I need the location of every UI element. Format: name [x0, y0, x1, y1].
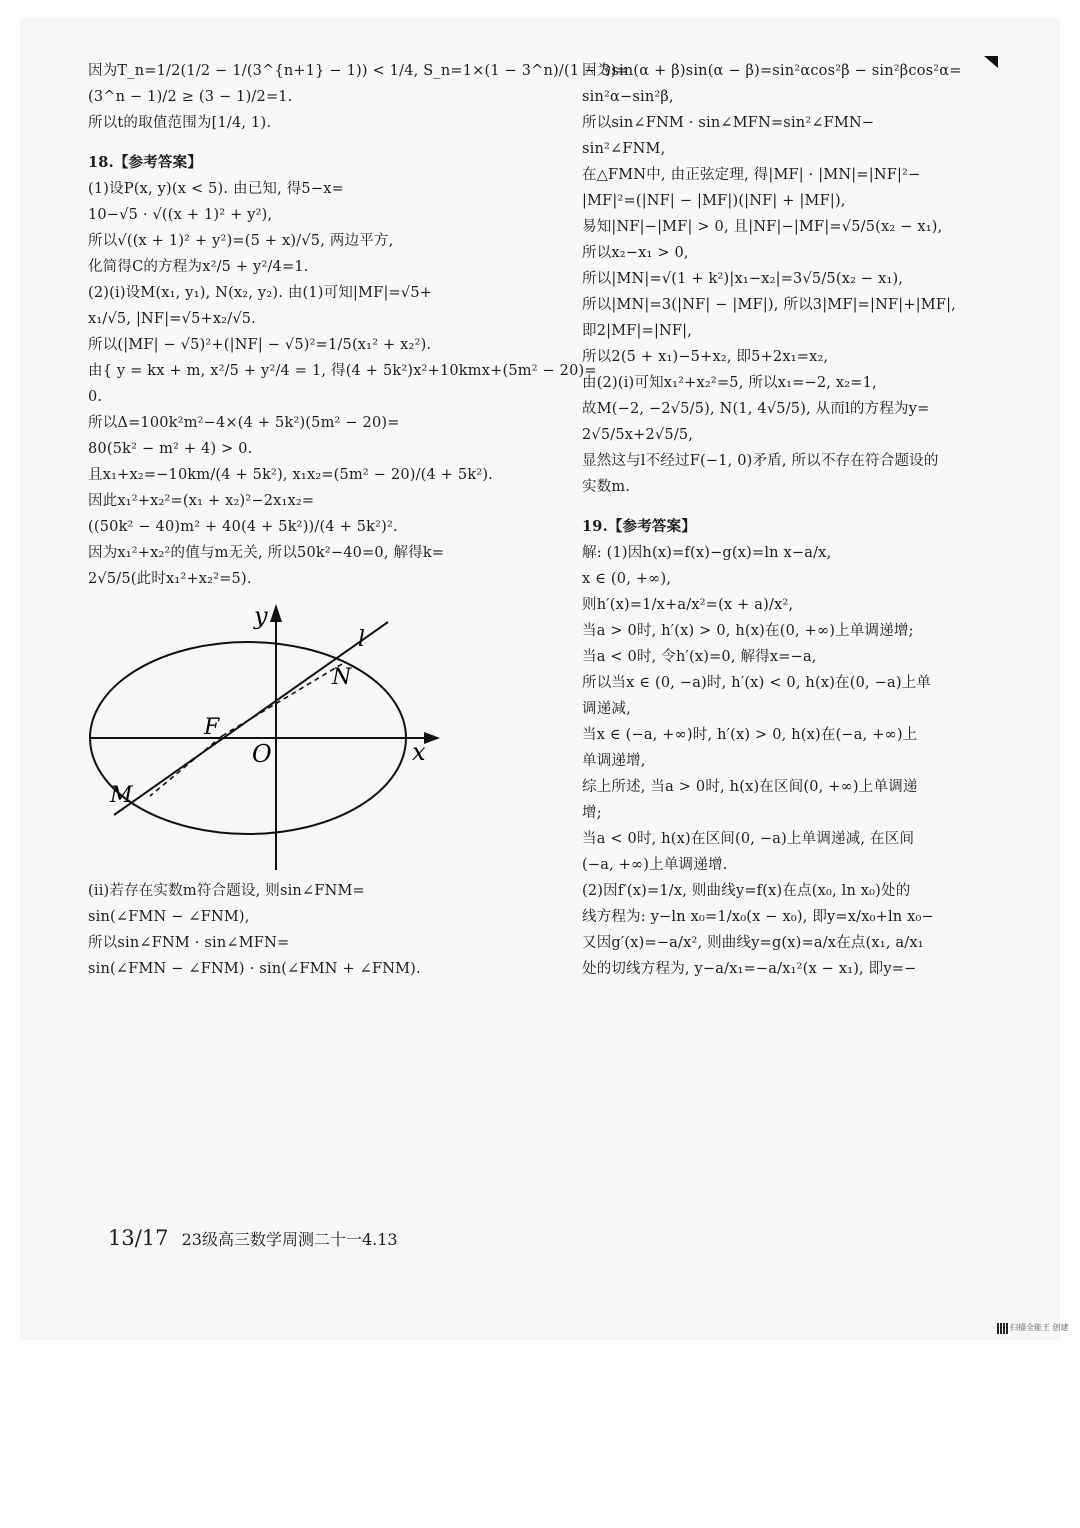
text-line: 当x ∈ (−a, +∞)时, h′(x) > 0, h(x)在(−a, +∞)上 — [582, 727, 918, 743]
text-line: sin(∠FMN − ∠FNM) · sin(∠FMN + ∠FNM). — [88, 961, 421, 977]
text-line: 当a < 0时, h(x)在区间(0, −a)上单调递减, 在区间 — [582, 831, 915, 847]
text-line: (3^n − 1)/2 ≥ (3 − 1)/2=1. — [88, 89, 293, 105]
text-line: x₁/√5, |NF|=√5+x₂/√5. — [88, 311, 256, 327]
q18-heading: 18.【参考答案】 — [88, 154, 203, 171]
segment-fm — [150, 736, 222, 796]
label-m: M — [110, 783, 133, 808]
text-line: 当a > 0时, h′(x) > 0, h(x)在(0, +∞)上单调递增; — [582, 623, 914, 639]
label-y: y — [254, 602, 268, 630]
text-line: 所以当x ∈ (0, −a)时, h′(x) < 0, h(x)在(0, −a)上单 — [582, 675, 932, 691]
text-line: 所以Δ=100k²m²−4×(4 + 5k²)(5m² − 20)= — [88, 415, 400, 431]
text-line: 由{ y = kx + m, x²/5 + y²/4 = 1, 得(4 + 5k²)x²+10kmx+(5m² − 20)= — [88, 363, 597, 379]
text-line: sin(∠FMN − ∠FNM), — [88, 909, 250, 925]
scanner-tag: 扫描全能王 创建 — [1010, 1323, 1069, 1332]
text-line: ((50k² − 40)m² + 40(4 + 5k²))/(4 + 5k²)². — [88, 519, 398, 535]
text-line: (1)设P(x, y)(x < 5). 由已知, 得5−x= — [88, 181, 344, 197]
text-line: 因为sin(α + β)sin(α − β)=sin²αcos²β − sin²βcos²α= — [582, 63, 962, 79]
text-line: 所以sin∠FNM · sin∠MFN=sin²∠FMN− — [582, 115, 875, 131]
text-line: 因为x₁²+x₂²的值与m无关, 所以50k²−40=0, 解得k= — [88, 545, 445, 561]
text-line: x ∈ (0, +∞), — [582, 571, 672, 587]
page-footer — [108, 1226, 398, 1250]
text-line: 所以t的取值范围为[1/4, 1). — [88, 115, 272, 131]
text-line: 所以√((x + 1)² + y²)=(5 + x)/√5, 两边平方, — [88, 233, 394, 249]
text-line: 由(2)(i)可知x₁²+x₂²=5, 所以x₁=−2, x₂=1, — [582, 375, 877, 391]
text-line: 因此x₁²+x₂²=(x₁ + x₂)²−2x₁x₂= — [88, 493, 315, 509]
segment-fn — [222, 664, 342, 736]
label-l: l — [358, 627, 366, 652]
text-line: 2√5/5x+2√5/5, — [582, 427, 694, 443]
text-line: 2√5/5(此时x₁²+x₂²=5). — [88, 571, 252, 587]
text-line: 线方程为: y−ln x₀=1/x₀(x − x₀), 即y=x/x₀+ln x₀− — [582, 909, 934, 925]
text-line: sin²α−sin²β, — [582, 89, 674, 105]
text-line: 综上所述, 当a > 0时, h(x)在区间(0, +∞)上单调递 — [582, 779, 918, 795]
ellipse-diagram — [88, 600, 448, 870]
text-line: 80(5k² − m² + 4) > 0. — [88, 441, 253, 457]
text-line: 所以|MN|=3(|NF| − |MF|), 所以3|MF|=|NF|+|MF|, — [582, 297, 956, 313]
text-line: 所以sin∠FNM · sin∠MFN= — [88, 935, 290, 951]
page-number: 13/17 — [108, 1226, 169, 1250]
text-line: 调递减, — [582, 701, 631, 717]
text-line: 增; — [582, 805, 602, 821]
ellipse-figure — [88, 600, 448, 870]
text-line: 显然这与l不经过F(−1, 0)矛盾, 所以不存在符合题设的 — [582, 453, 939, 469]
text-line: 所以x₂−x₁ > 0, — [582, 245, 689, 261]
text-line: 实数m. — [582, 479, 631, 495]
footer-title: 23级高三数学周测二十一4.13 — [181, 1230, 398, 1249]
label-n: N — [332, 665, 352, 690]
text-line: 单调递增, — [582, 753, 646, 769]
text-line: (2)(i)设M(x₁, y₁), N(x₂, y₂). 由(1)可知|MF|=√5+ — [88, 285, 433, 301]
text-line: 所以2(5 + x₁)−5+x₂, 即5+2x₁=x₂, — [582, 349, 829, 365]
text-line: 所以|MN|=√(1 + k²)|x₁−x₂|=3√5/5(x₂ − x₁), — [582, 271, 904, 287]
label-x: x — [412, 738, 426, 766]
right-column — [582, 58, 1042, 982]
text-line: 解: (1)因h(x)=f(x)−g(x)=ln x−a/x, — [582, 545, 832, 561]
text-line: (ii)若存在实数m符合题设, 则sin∠FNM= — [88, 883, 365, 899]
text-line: 所以(|MF| − √5)²+(|NF| − √5)²=1/5(x₁² + x₂²). — [88, 337, 432, 353]
text-line: 在△FMN中, 由正弦定理, 得|MF| · |MN|=|NF|²− — [582, 167, 921, 183]
scanner-watermark — [997, 1322, 1069, 1334]
text-line: (2)因f′(x)=1/x, 则曲线y=f(x)在点(x₀, ln x₀)处的 — [582, 883, 911, 899]
text-line: 又因g′(x)=−a/x², 则曲线y=g(x)=a/x在点(x₁, a/x₁ — [582, 935, 924, 951]
text-line: 则h′(x)=1/x+a/x²=(x + a)/x², — [582, 597, 794, 613]
text-line: 化简得C的方程为x²/5 + y²/4=1. — [88, 259, 309, 275]
q19-heading: 19.【参考答案】 — [582, 518, 697, 535]
x-axis-arrow-icon — [424, 732, 440, 744]
text-line: 因为T_n=1/2(1/2 − 1/(3^{n+1} − 1)) < 1/4, S_n=1×(1 − 3^n)/(1 − 3)= — [88, 63, 629, 79]
line-l — [114, 622, 388, 815]
text-line: |MF|²=(|NF| − |MF|)(|NF| + |MF|), — [582, 193, 846, 209]
text-line: 处的切线方程为, y−a/x₁=−a/x₁²(x − x₁), 即y=− — [582, 961, 917, 977]
label-f: F — [204, 715, 220, 740]
y-axis-arrow-icon — [270, 604, 282, 622]
text-line: 且x₁+x₂=−10km/(4 + 5k²), x₁x₂=(5m² − 20)/(4 + 5k²). — [88, 467, 494, 483]
text-line: (−a, +∞)上单调递增. — [582, 857, 728, 873]
text-line: 即2|MF|=|NF|, — [582, 323, 693, 339]
text-line: 故M(−2, −2√5/5), N(1, 4√5/5), 从而l的方程为y= — [582, 401, 930, 417]
text-line: 当a < 0时, 令h′(x)=0, 解得x=−a, — [582, 649, 817, 665]
text-line: 0. — [88, 389, 103, 405]
label-origin: O — [252, 740, 272, 768]
qr-icon — [997, 1323, 1008, 1334]
text-line: 易知|NF|−|MF| > 0, 且|NF|−|MF|=√5/5(x₂ − x₁), — [582, 219, 943, 235]
text-line: 10−√5 · √((x + 1)² + y²), — [88, 207, 273, 223]
text-line: sin²∠FNM, — [582, 141, 666, 157]
